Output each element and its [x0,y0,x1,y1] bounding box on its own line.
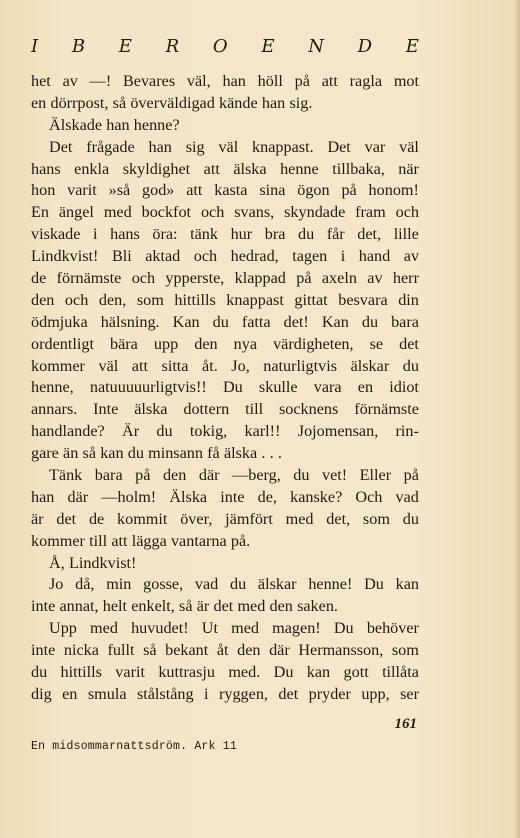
word: den [31,290,55,309]
word: väl [98,356,119,375]
word: handlande? [31,422,105,441]
word: Inte [93,400,119,419]
word: en [62,684,78,703]
word: frågade [86,137,135,156]
word: Lindkvist! [31,247,99,266]
word: kan [306,663,331,682]
word: hittills [60,663,102,682]
word: Upp [49,619,77,638]
word: så [179,597,193,616]
word: Du [222,378,243,397]
word: i [204,684,209,703]
text-line [31,137,419,159]
word: du [361,312,379,331]
word: —! [89,72,112,90]
word: het [31,72,51,90]
word: vara [313,378,342,397]
word: hand [358,247,391,266]
text-line [31,202,419,224]
word: ragla [349,72,383,90]
page-edge-shadow [514,0,520,838]
word: ögon [297,181,330,200]
word: fullt [107,641,135,660]
word: Bli [111,247,132,266]
word: hans [110,225,140,244]
word: kommer [31,531,85,550]
word: ödmjuka [31,312,88,331]
word: inte [31,597,56,616]
word: det [56,509,77,528]
word: och [131,269,156,288]
word: bära [110,334,138,353]
word: ypperste, [165,269,225,288]
text-line [31,487,419,509]
word: det, [326,509,351,528]
text-line [31,312,419,334]
word: bockfot [141,203,192,222]
word: ängel [58,203,94,222]
page-number: 161 [394,716,417,732]
word: på [294,72,310,90]
word: honom! [368,181,419,200]
text-line [31,377,419,399]
word: det [278,684,299,703]
word: och [64,290,89,309]
word: värdigheten, [273,334,354,353]
word: sig. [289,93,313,112]
text-line [31,180,419,202]
word: att [131,356,148,375]
text-line [31,115,419,137]
word: jämfört [225,509,273,528]
word: skyldighet [122,159,191,178]
word: är [196,597,210,616]
word: älskar [257,575,297,594]
word: god» [142,181,175,200]
word: magen! [272,619,321,638]
word: bekant [165,641,209,660]
word: enkla [74,159,110,178]
word: en [357,378,374,397]
word: han [222,72,246,90]
word: Jojomensan, [297,422,379,441]
header-letter: I [31,36,40,57]
word: den [162,466,187,485]
word: Tänk [49,466,83,485]
word: Och [355,487,383,506]
word: på [135,466,151,485]
word: skulle [258,378,298,397]
word: viskade [31,225,81,244]
word: »så [108,181,131,200]
word: annat, [59,597,99,616]
word: herr [392,269,419,288]
word: varit [67,181,97,200]
word: huvudet! [131,619,189,638]
word: att [186,181,203,200]
word: ser [400,684,419,703]
word: ordentligt [31,334,94,353]
word: . [269,444,274,463]
word: tokig, [189,422,228,441]
word: åt. [202,356,218,375]
word: de [88,509,105,528]
word: knappast [226,290,284,309]
word: Det [49,137,73,156]
text-line [31,574,419,596]
word: älska [134,400,168,419]
word: sig [185,137,205,156]
header-letter: E [405,36,420,57]
word: varit [115,663,145,682]
word: till [245,400,264,419]
word: den [237,641,261,660]
word: bara [391,312,419,331]
word: och [200,203,225,222]
word: vad [395,487,419,506]
word: vet! [321,466,348,485]
word: aktad [145,247,181,266]
text-line [31,334,419,356]
word: Du [364,575,384,594]
word: gare [31,444,59,463]
word: älska [223,444,258,463]
word: de [31,269,47,288]
word: knappast. [252,137,314,156]
text-line [31,246,419,268]
word: klappad [234,269,286,288]
word: annars. [31,400,78,419]
word: väl [399,137,419,156]
word: tillbaka, [332,159,385,178]
word: förnämste [56,269,122,288]
text-line [31,93,419,115]
word: lille [393,225,419,244]
word: de, [257,487,277,506]
word: Du [333,619,354,638]
header-letter: O [212,36,229,57]
word: med [231,619,259,638]
word: —berg, [232,466,281,485]
word: med [103,203,132,222]
word: överväldigad [130,93,215,112]
word: att [321,72,338,90]
text-line [31,662,419,684]
word: idiot [389,378,419,397]
word: dottern [183,400,230,419]
word: vantarna [170,531,227,550]
word: min [106,575,132,594]
word: —holm! [101,487,157,506]
header-letter: R [165,36,181,57]
word: då, [75,575,95,594]
word: nicka [63,641,99,660]
text-line [31,553,419,575]
word: stålstång [136,684,194,703]
word: din [398,290,419,309]
header-letter: E [261,36,276,57]
word: med [90,619,118,638]
word: han [148,137,172,156]
word: så [82,444,96,463]
word: sina [259,181,286,200]
word: enkelt, [131,597,175,616]
word: är [31,509,44,528]
word: bara [94,466,123,485]
word: får [326,225,345,244]
word: över, [180,509,213,528]
word: hittills [174,290,216,309]
word: kommit [117,509,168,528]
word: se [369,334,384,353]
word: den [269,597,293,616]
word: tillåta [382,663,419,682]
word: som [136,290,164,309]
word: kasta [214,181,248,200]
word: på [296,269,312,288]
word: åt [216,641,229,660]
header-letter: B [71,36,87,57]
word: den [194,334,218,353]
header-letter: D [357,36,374,57]
text-line [31,640,419,662]
word: socknens [278,400,339,419]
word: lägga [131,531,167,550]
text-line [31,421,419,443]
word: karl!! [244,422,281,441]
word: väl [218,137,239,156]
word: förnämste [354,400,419,419]
word: saken. [297,597,338,616]
text-line [31,443,419,465]
word: dörrpost, [50,93,109,112]
word: det [399,334,419,353]
word: upp [153,334,179,353]
word: Kan [321,312,349,331]
word: fatta [241,312,271,331]
word: till [89,531,108,550]
word: fram [355,203,386,222]
word: det! [283,312,309,331]
word: Jo, [231,356,250,375]
word: upp, [361,684,390,703]
word: i [340,247,346,266]
word: nya [233,334,258,353]
word: En [31,203,49,222]
word: älskar [350,356,390,375]
word: så [143,641,157,660]
word: väl, [186,72,211,90]
word: ryggen, [218,684,268,703]
word: öra: [152,225,178,244]
header-letter: N [308,36,325,57]
word: och [193,247,218,266]
word: i [93,225,98,244]
word: en [31,93,47,112]
word: smula [87,684,127,703]
word: kände [219,93,258,112]
word: gosse, [143,575,184,594]
word: på [403,466,419,485]
word: vad [194,575,219,594]
text-line [31,268,419,290]
word: inte [31,641,56,660]
word: gittat [294,290,328,309]
word: Ut [201,619,218,638]
word: kan [395,575,419,594]
text-line [31,399,419,421]
word: kan [100,444,124,463]
word: minsann [148,444,203,463]
text-line [31,159,419,181]
word: du [402,356,419,375]
word: Å, [49,553,65,572]
header-letter: E [118,36,133,57]
word: henne, [31,378,74,397]
word: hur [230,225,253,244]
word: Bevares [122,72,176,90]
word: Jo [49,575,64,594]
word: Du [273,663,294,682]
word: pryder [308,684,351,703]
word: henne! [308,575,353,594]
word: Kan [172,312,200,331]
word: han [106,115,130,134]
word: med [237,597,266,616]
word: Hermansson, [298,641,384,660]
word: gott [343,663,369,682]
word: . [261,444,266,463]
word: Är [122,422,140,441]
body-text [31,71,419,706]
text-line [31,531,419,553]
word: hon [31,181,56,200]
word: du [156,422,173,441]
word: att [203,159,220,178]
word: sitta [161,356,189,375]
word: höll [257,72,283,90]
word: Lindkvist! [68,553,137,572]
word: där [269,641,290,660]
word: med. [228,663,261,682]
word: kanske? [290,487,343,506]
word: där [198,466,220,485]
word: han [31,487,55,506]
text-line [31,71,419,93]
word: besvara [338,290,388,309]
word: på. [230,531,251,550]
word: mot [393,72,419,90]
word: på [341,181,357,200]
word: du [402,509,419,528]
word: där [67,487,89,506]
word: få [207,444,220,463]
word: Eller [359,466,392,485]
text-line [31,356,419,378]
word: den, [98,290,127,309]
word: axeln [321,269,357,288]
word: helt [102,597,128,616]
word: henne [280,159,319,178]
text-line [31,684,419,706]
word: Älska [169,487,208,506]
word: det, [357,225,382,244]
word: och [395,203,419,222]
word: hans [31,159,61,178]
word: du [127,444,144,463]
text-line [31,596,419,618]
word: hälsning. [100,312,160,331]
word: du [230,575,247,594]
printer-signature: En midsommarnattsdröm. Ark 11 [31,740,237,753]
text-line [31,509,419,531]
word: än [63,444,79,463]
text-line [31,290,419,312]
word: henne? [133,115,180,134]
word: du [293,466,310,485]
word: du [297,225,315,244]
word: att [111,531,128,550]
word: behöver [366,619,419,638]
word: med [285,509,314,528]
word: älska [233,159,267,178]
word: Det [327,137,351,156]
word: hedrad, [230,247,279,266]
word: naturligtvis [263,356,338,375]
text-line [31,618,419,640]
word: som [391,641,419,660]
word: skyndade [284,203,346,222]
word: bra [264,225,286,244]
word: inte [220,487,245,506]
text-line [31,224,419,246]
word: rin- [395,422,419,441]
word: så [112,93,127,112]
word: när [398,159,419,178]
word: tagen [292,247,328,266]
word: kommer [31,356,85,375]
word: av [403,247,419,266]
word: . [277,444,282,463]
word: Älskade [49,115,103,134]
word: han [261,93,286,112]
word: som [362,509,390,528]
word: natuuuuurligtvis!! [89,378,207,397]
word: kuttrasju [158,663,215,682]
word: dig [31,684,52,703]
word: tänk [190,225,218,244]
text-line [31,465,419,487]
word: du [212,312,229,331]
running-header [31,36,420,62]
word: svans, [234,203,275,222]
word: av [62,72,78,90]
word: var [364,137,386,156]
word: du [31,663,48,682]
word: det [213,597,234,616]
word: av [367,269,383,288]
